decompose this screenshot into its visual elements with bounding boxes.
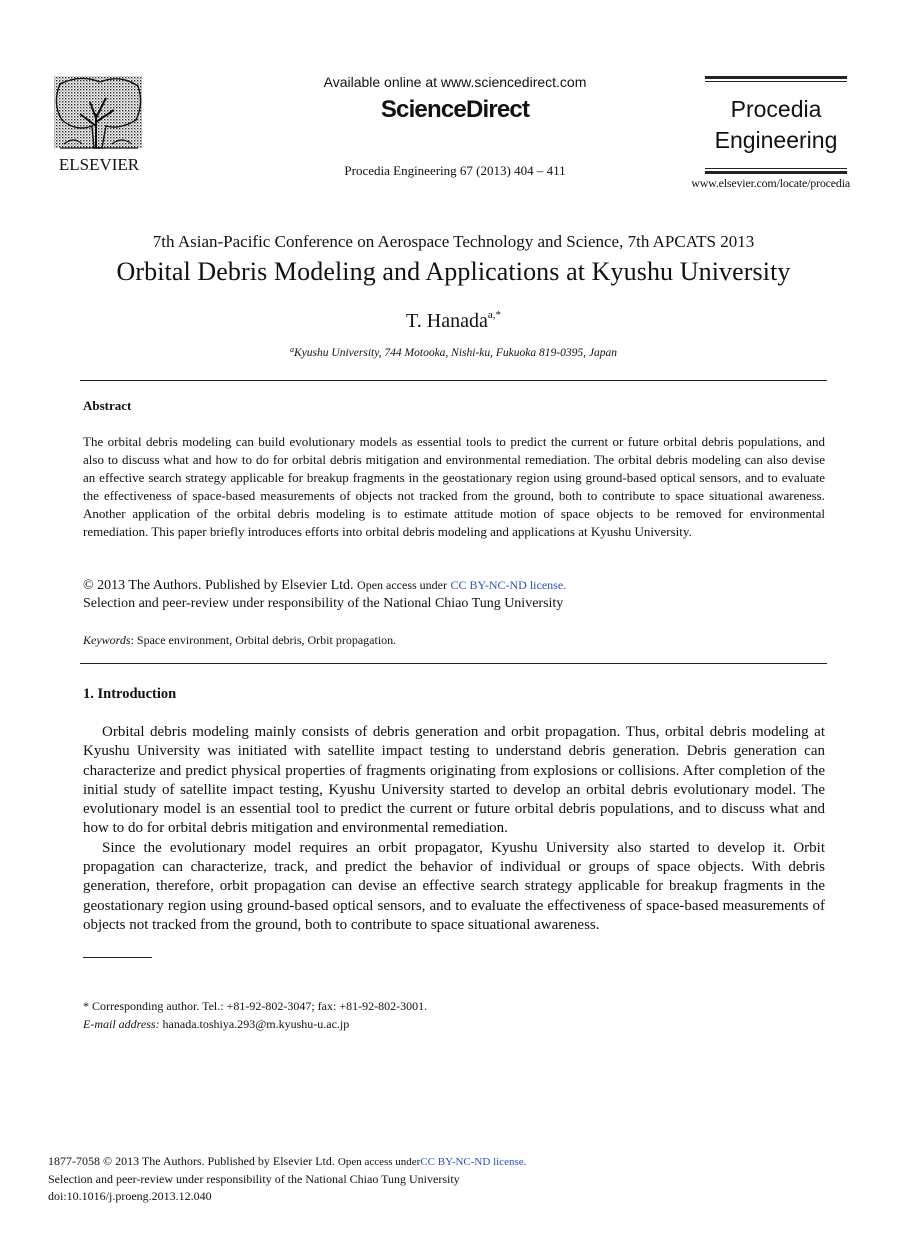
journal-logo-rule xyxy=(705,168,847,169)
available-online-label: Available online at www.sciencedirect.com xyxy=(323,74,587,90)
author-name: T. Hanada xyxy=(406,310,488,332)
introduction-heading: 1. Introduction xyxy=(83,686,177,702)
affiliation xyxy=(0,345,907,359)
open-access-text: Open access under xyxy=(337,1156,421,1168)
footnote xyxy=(83,997,825,1033)
section-divider xyxy=(80,663,827,664)
author-marks: a,* xyxy=(487,309,501,321)
journal-logo xyxy=(705,94,847,156)
journal-reference: Procedia Engineering 67 (2013) 404 – 411 xyxy=(344,163,566,178)
keywords-label: Keywords xyxy=(83,633,131,647)
conference-name: 7th Asian-Pacific Conference on Aerospace Technology and Science, 7th APCATS 2013 xyxy=(152,232,755,251)
open-access-text: Open access under xyxy=(357,578,447,592)
issn-line xyxy=(48,1153,848,1171)
journal-url-link[interactable]: www.elsevier.com/locate/procedia xyxy=(691,176,850,190)
section-divider xyxy=(80,380,827,381)
corresponding-author: * Corresponding author. Tel.: +81-92-802-3047; fax: +81-92-802-3001. xyxy=(83,999,428,1013)
paragraph: Orbital debris modeling mainly consists of debris generation and orbit propagation. Thus, orbital debris modeling at Kyushu University was initiated with satellite impact testing to understand debris generation. Debris generation can characterize and predict physical properties of fragments originating from explosions or collisions. After completion of the initial study of satellite impact testing, Kyushu University started to develop an orbital debris evolutionary model. The evolutionary model is an essential tool to predict the current or future orbital debris populations, and to discuss what and how to do for orbital debris mitigation and environmental remediation. xyxy=(83,724,825,837)
email-label: E-mail address: xyxy=(83,1017,160,1031)
journal-logo-rule xyxy=(705,81,847,82)
license-link[interactable]: CC BY-NC-ND license. xyxy=(450,578,567,592)
peer-review-text: Selection and peer-review under responsibility of the National Chiao Tung University xyxy=(48,1172,460,1186)
author-line xyxy=(0,309,907,333)
introduction-body xyxy=(83,723,825,935)
paper-title: Orbital Debris Modeling and Applications at Kyushu University xyxy=(116,257,791,286)
copyright-block xyxy=(83,576,825,613)
doi-link[interactable]: doi:10.1016/j.proeng.2013.12.040 xyxy=(48,1189,212,1203)
journal-logo-line2: Engineering xyxy=(714,127,838,153)
elsevier-wordmark: ELSEVIER xyxy=(58,155,140,174)
peer-review-text: Selection and peer-review under responsibility of the National Chiao Tung University xyxy=(83,596,564,611)
keywords-values: : Space environment, Orbital debris, Orbit propagation. xyxy=(130,633,397,647)
keywords xyxy=(83,633,825,648)
journal-logo-line1: Procedia xyxy=(730,96,822,122)
journal-logo-rule xyxy=(705,171,847,174)
copyright-line xyxy=(83,576,825,595)
affiliation-text: Kyushu University, 744 Motooka, Nishi-ku, Fukuoka 819-0395, Japan xyxy=(294,347,617,359)
paragraph: Since the evolutionary model requires an orbit propagator, Kyushu University also started to develop it. Orbit propagation can characterize, track, and predict the behavior of individual or groups of space objects. With debris generation, therefore, orbit propagation can devise an effective search strategy applicable for breakup fragments in the geostationary region using ground-based optical sensors, and to evaluate the effectiveness of space-based measurements of objects not tracked from the ground, both to contribute to space situational awareness. xyxy=(83,839,825,933)
abstract-heading: Abstract xyxy=(83,398,132,413)
email-line xyxy=(83,1015,825,1033)
copyright-text: © 2013 The Authors. Published by Elsevier Ltd. xyxy=(83,578,354,593)
license-link[interactable]: CC BY-NC-ND license. xyxy=(420,1156,527,1168)
footnote-rule xyxy=(83,957,152,958)
sciencedirect-logo: ScienceDirect xyxy=(380,96,530,123)
abstract-body: The orbital debris modeling can build evolutionary models as essential tools to predict the current or future orbital debris populations, and also to discuss what and how to do for orbital debris mitigation and environmental remediation. The orbital debris modeling can also devise an effective search strategy applicable for breakup fragments in the geostationary region using ground-based optical sensors, and to evaluate the effectiveness of space-based measurements of objects not tracked from the ground, both to contribute to space situational awareness. Another application of the orbital debris modeling is to estimate attitude motion of space objects to be removed for environmental remediation. This paper briefly introduces efforts into orbital debris modeling and applications at Kyushu University. xyxy=(83,434,825,539)
journal-logo-rule xyxy=(705,76,847,79)
publisher-footer xyxy=(48,1153,848,1205)
email-link[interactable]: hanada.toshiya.293@m.kyushu-u.ac.jp xyxy=(162,1017,350,1031)
affiliation-mark: a xyxy=(290,345,295,354)
issn-text: 1877-7058 © 2013 The Authors. Published by Elsevier Ltd. xyxy=(48,1154,335,1168)
